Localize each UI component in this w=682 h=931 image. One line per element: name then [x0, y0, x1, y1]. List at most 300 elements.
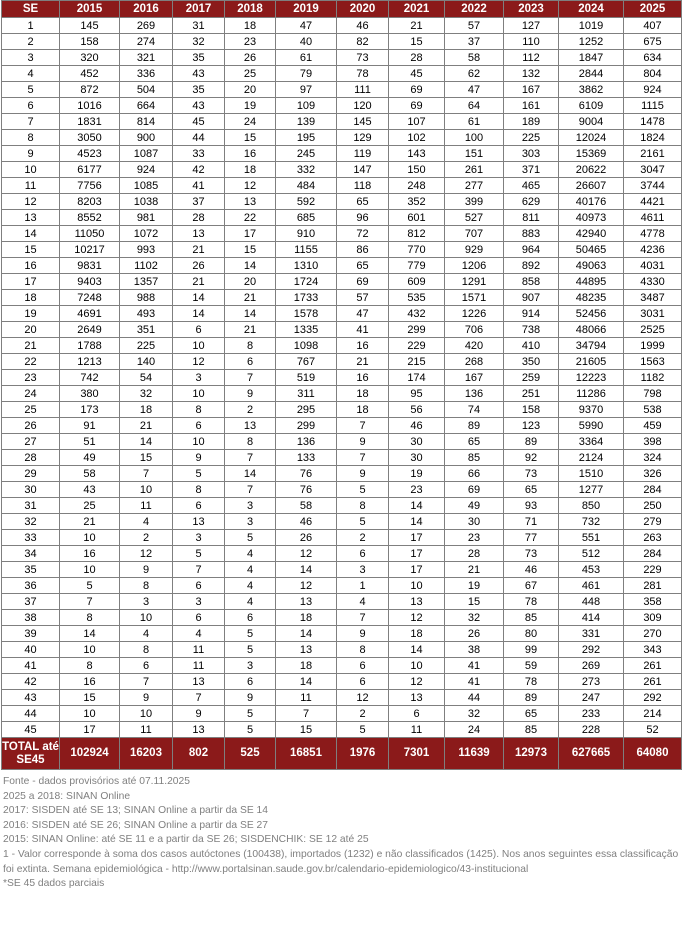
case-count-cell: 47 — [337, 306, 389, 322]
case-count-cell: 4 — [225, 562, 276, 578]
case-count-cell: 119 — [337, 146, 389, 162]
case-count-cell: 67 — [504, 578, 559, 594]
case-count-cell: 143 — [389, 146, 445, 162]
case-count-cell: 7 — [225, 370, 276, 386]
case-count-cell: 910 — [276, 226, 337, 242]
table-row — [2, 18, 682, 34]
case-count-cell: 18 — [225, 18, 276, 34]
footnote-line: 1 - Valor corresponde à soma dos casos autóctones (100438), importados (1232) e não classificados (1425). Nos anos seguintes essa classificação foi extinta. Semana epidemiológica - http://www.portalsinan.saude.gov.br/calendario-epidemiologico/43-institucional — [3, 848, 679, 875]
case-count-cell: 30 — [389, 450, 445, 466]
case-count-cell: 120 — [337, 98, 389, 114]
case-count-cell: 351 — [120, 322, 173, 338]
case-count-cell: 57 — [337, 290, 389, 306]
week-cell: 17 — [2, 274, 60, 290]
case-count-cell: 158 — [504, 402, 559, 418]
case-count-cell: 4 — [337, 594, 389, 610]
case-count-cell: 1016 — [60, 98, 120, 114]
case-count-cell: 9 — [225, 386, 276, 402]
case-count-cell: 40973 — [559, 210, 624, 226]
case-count-cell: 9403 — [60, 274, 120, 290]
case-count-cell: 12 — [120, 546, 173, 562]
case-count-cell: 16 — [60, 546, 120, 562]
week-cell: 38 — [2, 610, 60, 626]
table-footer — [2, 738, 682, 770]
case-count-cell: 380 — [60, 386, 120, 402]
case-count-cell: 21 — [173, 242, 225, 258]
case-count-cell: 13 — [173, 722, 225, 738]
case-count-cell: 35 — [173, 50, 225, 66]
case-count-cell: 17 — [389, 562, 445, 578]
case-count-cell: 277 — [445, 178, 504, 194]
case-count-cell: 51 — [60, 434, 120, 450]
case-count-cell: 96 — [337, 210, 389, 226]
case-count-cell: 4 — [225, 546, 276, 562]
case-count-cell: 1226 — [445, 306, 504, 322]
case-count-cell: 519 — [276, 370, 337, 386]
case-count-cell: 4 — [120, 626, 173, 642]
case-count-cell: 814 — [120, 114, 173, 130]
case-count-cell: 811 — [504, 210, 559, 226]
case-count-cell: 12 — [225, 178, 276, 194]
case-count-cell: 14 — [60, 626, 120, 642]
week-cell: 21 — [2, 338, 60, 354]
week-cell: 6 — [2, 98, 60, 114]
case-count-cell: 14 — [173, 306, 225, 322]
case-count-cell: 4523 — [60, 146, 120, 162]
table-row — [2, 386, 682, 402]
case-count-cell: 21 — [445, 562, 504, 578]
case-count-cell: 89 — [504, 690, 559, 706]
week-cell: 19 — [2, 306, 60, 322]
case-count-cell: 9 — [120, 690, 173, 706]
case-count-cell: 10 — [173, 386, 225, 402]
case-count-cell: 1155 — [276, 242, 337, 258]
case-count-cell: 26 — [276, 530, 337, 546]
case-count-cell: 1733 — [276, 290, 337, 306]
case-count-cell: 2844 — [559, 66, 624, 82]
header-cell-year: 2019 — [276, 1, 337, 18]
case-count-cell: 1310 — [276, 258, 337, 274]
case-count-cell: 3050 — [60, 130, 120, 146]
case-count-cell: 1478 — [624, 114, 682, 130]
case-count-cell: 448 — [559, 594, 624, 610]
case-count-cell: 151 — [445, 146, 504, 162]
table-row — [2, 434, 682, 450]
table-row — [2, 706, 682, 722]
case-count-cell: 9 — [337, 626, 389, 642]
table-row — [2, 242, 682, 258]
case-count-cell: 91 — [60, 418, 120, 434]
case-count-cell: 9004 — [559, 114, 624, 130]
case-count-cell: 89 — [504, 434, 559, 450]
case-count-cell: 21 — [60, 514, 120, 530]
week-cell: 30 — [2, 482, 60, 498]
table-row — [2, 418, 682, 434]
table-row — [2, 658, 682, 674]
case-count-cell: 26607 — [559, 178, 624, 194]
case-count-cell: 321 — [120, 50, 173, 66]
case-count-cell: 78 — [504, 674, 559, 690]
case-count-cell: 432 — [389, 306, 445, 322]
case-count-cell: 14 — [389, 642, 445, 658]
case-count-cell: 82 — [337, 34, 389, 50]
case-count-cell: 924 — [120, 162, 173, 178]
case-count-cell: 18 — [225, 162, 276, 178]
case-count-cell: 26 — [225, 50, 276, 66]
case-count-cell: 3031 — [624, 306, 682, 322]
case-count-cell: 7 — [173, 690, 225, 706]
case-count-cell: 100 — [445, 130, 504, 146]
table-row — [2, 498, 682, 514]
case-count-cell: 46 — [389, 418, 445, 434]
case-count-cell: 10 — [120, 610, 173, 626]
case-count-cell: 484 — [276, 178, 337, 194]
case-count-cell: 7248 — [60, 290, 120, 306]
table-row — [2, 530, 682, 546]
case-count-cell: 12 — [337, 690, 389, 706]
case-count-cell: 45 — [173, 114, 225, 130]
case-count-cell: 72 — [337, 226, 389, 242]
case-count-cell: 45 — [389, 66, 445, 82]
case-count-cell: 19 — [225, 98, 276, 114]
week-cell: 16 — [2, 258, 60, 274]
case-count-cell: 4330 — [624, 274, 682, 290]
case-count-cell: 420 — [445, 338, 504, 354]
table-row — [2, 130, 682, 146]
table-row — [2, 82, 682, 98]
case-count-cell: 14 — [225, 258, 276, 274]
case-count-cell: 707 — [445, 226, 504, 242]
case-count-cell: 30 — [389, 434, 445, 450]
case-count-cell: 11 — [389, 722, 445, 738]
case-count-cell: 161 — [504, 98, 559, 114]
case-count-cell: 41 — [173, 178, 225, 194]
case-count-cell: 250 — [624, 498, 682, 514]
week-cell: 26 — [2, 418, 60, 434]
case-count-cell: 292 — [624, 690, 682, 706]
case-count-cell: 47 — [276, 18, 337, 34]
case-count-cell: 251 — [504, 386, 559, 402]
case-count-cell: 8 — [173, 402, 225, 418]
case-count-cell: 20622 — [559, 162, 624, 178]
table-row — [2, 98, 682, 114]
case-count-cell: 38 — [445, 642, 504, 658]
case-count-cell: 1724 — [276, 274, 337, 290]
total-value-cell: 802 — [173, 738, 225, 770]
case-count-cell: 9831 — [60, 258, 120, 274]
case-count-cell: 73 — [504, 466, 559, 482]
week-cell: 24 — [2, 386, 60, 402]
case-count-cell: 3 — [173, 530, 225, 546]
header-cell-year: 2021 — [389, 1, 445, 18]
case-count-cell: 99 — [504, 642, 559, 658]
week-cell: 31 — [2, 498, 60, 514]
case-count-cell: 26 — [173, 258, 225, 274]
case-count-cell: 58 — [60, 466, 120, 482]
week-cell: 20 — [2, 322, 60, 338]
case-count-cell: 332 — [276, 162, 337, 178]
case-count-cell: 269 — [559, 658, 624, 674]
case-count-cell: 59 — [504, 658, 559, 674]
case-count-cell: 8 — [60, 658, 120, 674]
table-row — [2, 562, 682, 578]
case-count-cell: 18 — [276, 658, 337, 674]
case-count-cell: 13 — [173, 514, 225, 530]
case-count-cell: 34794 — [559, 338, 624, 354]
case-count-cell: 14 — [276, 562, 337, 578]
case-count-cell: 1102 — [120, 258, 173, 274]
table-row — [2, 610, 682, 626]
case-count-cell: 16 — [337, 338, 389, 354]
footnote-line: 2017: SISDEN até SE 13; SINAN Online a partir da SE 14 — [3, 805, 268, 817]
case-count-cell: 8 — [225, 434, 276, 450]
case-count-cell: 15 — [60, 690, 120, 706]
case-count-cell: 12 — [276, 578, 337, 594]
case-count-cell: 2649 — [60, 322, 120, 338]
case-count-cell: 1788 — [60, 338, 120, 354]
case-count-cell: 292 — [559, 642, 624, 658]
cases-by-week-table — [1, 0, 682, 770]
case-count-cell: 23 — [445, 530, 504, 546]
case-count-cell: 11 — [276, 690, 337, 706]
header-cell-year: 2025 — [624, 1, 682, 18]
case-count-cell: 914 — [504, 306, 559, 322]
case-count-cell: 248 — [389, 178, 445, 194]
case-count-cell: 66 — [445, 466, 504, 482]
total-row — [2, 738, 682, 770]
footnote-line: *SE 45 dados parciais — [3, 878, 105, 890]
case-count-cell: 8 — [120, 642, 173, 658]
case-count-cell: 69 — [445, 482, 504, 498]
header-cell-year: 2024 — [559, 1, 624, 18]
case-count-cell: 352 — [389, 194, 445, 210]
case-count-cell: 4691 — [60, 306, 120, 322]
case-count-cell: 1277 — [559, 482, 624, 498]
table-row — [2, 578, 682, 594]
case-count-cell: 42 — [173, 162, 225, 178]
case-count-cell: 779 — [389, 258, 445, 274]
case-count-cell: 988 — [120, 290, 173, 306]
table-row — [2, 674, 682, 690]
case-count-cell: 6 — [225, 354, 276, 370]
case-count-cell: 229 — [389, 338, 445, 354]
week-cell: 33 — [2, 530, 60, 546]
case-count-cell: 7 — [337, 610, 389, 626]
case-count-cell: 111 — [337, 82, 389, 98]
case-count-cell: 3 — [173, 370, 225, 386]
case-count-cell: 43 — [60, 482, 120, 498]
week-cell: 2 — [2, 34, 60, 50]
case-count-cell: 13 — [389, 594, 445, 610]
case-count-cell: 73 — [337, 50, 389, 66]
case-count-cell: 407 — [624, 18, 682, 34]
case-count-cell: 331 — [559, 626, 624, 642]
case-count-cell: 7 — [173, 562, 225, 578]
case-count-cell: 900 — [120, 130, 173, 146]
case-count-cell: 1824 — [624, 130, 682, 146]
case-count-cell: 46 — [504, 562, 559, 578]
case-count-cell: 5990 — [559, 418, 624, 434]
case-count-cell: 7 — [225, 482, 276, 498]
case-count-cell: 43 — [173, 98, 225, 114]
case-count-cell: 461 — [559, 578, 624, 594]
case-count-cell: 150 — [389, 162, 445, 178]
case-count-cell: 13 — [225, 418, 276, 434]
case-count-cell: 58 — [276, 498, 337, 514]
case-count-cell: 13 — [173, 226, 225, 242]
case-count-cell: 18 — [337, 402, 389, 418]
case-count-cell: 52456 — [559, 306, 624, 322]
case-count-cell: 52 — [624, 722, 682, 738]
case-count-cell: 812 — [389, 226, 445, 242]
case-count-cell: 47 — [445, 82, 504, 98]
case-count-cell: 24 — [225, 114, 276, 130]
table-row — [2, 226, 682, 242]
case-count-cell: 18 — [337, 386, 389, 402]
case-count-cell: 7 — [60, 594, 120, 610]
case-count-cell: 9 — [225, 690, 276, 706]
case-count-cell: 303 — [504, 146, 559, 162]
case-count-cell: 8 — [225, 338, 276, 354]
case-count-cell: 14 — [276, 674, 337, 690]
case-count-cell: 14 — [225, 466, 276, 482]
total-label-line2: SE45 — [16, 753, 45, 766]
case-count-cell: 770 — [389, 242, 445, 258]
case-count-cell: 21 — [173, 274, 225, 290]
case-count-cell: 6 — [120, 658, 173, 674]
case-count-cell: 37 — [173, 194, 225, 210]
case-count-cell: 85 — [504, 722, 559, 738]
case-count-cell: 44 — [445, 690, 504, 706]
case-count-cell: 8 — [60, 610, 120, 626]
case-count-cell: 270 — [624, 626, 682, 642]
case-count-cell: 1038 — [120, 194, 173, 210]
case-count-cell: 16 — [337, 370, 389, 386]
case-count-cell: 214 — [624, 706, 682, 722]
table-row — [2, 50, 682, 66]
case-count-cell: 69 — [389, 82, 445, 98]
case-count-cell: 263 — [624, 530, 682, 546]
case-count-cell: 8 — [120, 578, 173, 594]
case-count-cell: 11 — [120, 498, 173, 514]
table-row — [2, 114, 682, 130]
case-count-cell: 9 — [120, 562, 173, 578]
header-cell-year: 2018 — [225, 1, 276, 18]
case-count-cell: 8552 — [60, 210, 120, 226]
case-count-cell: 1335 — [276, 322, 337, 338]
case-count-cell: 21605 — [559, 354, 624, 370]
week-cell: 22 — [2, 354, 60, 370]
case-count-cell: 109 — [276, 98, 337, 114]
case-count-cell: 535 — [389, 290, 445, 306]
case-count-cell: 4236 — [624, 242, 682, 258]
case-count-cell: 1213 — [60, 354, 120, 370]
case-count-cell: 4 — [173, 626, 225, 642]
case-count-cell: 44895 — [559, 274, 624, 290]
case-count-cell: 4031 — [624, 258, 682, 274]
case-count-cell: 7 — [120, 674, 173, 690]
case-count-cell: 65 — [337, 258, 389, 274]
case-count-cell: 15369 — [559, 146, 624, 162]
case-count-cell: 225 — [504, 130, 559, 146]
case-count-cell: 399 — [445, 194, 504, 210]
table-row — [2, 626, 682, 642]
total-value-cell: 525 — [225, 738, 276, 770]
case-count-cell: 1098 — [276, 338, 337, 354]
case-count-cell: 110 — [504, 34, 559, 50]
case-count-cell: 12223 — [559, 370, 624, 386]
case-count-cell: 44 — [173, 130, 225, 146]
case-count-cell: 1019 — [559, 18, 624, 34]
case-count-cell: 174 — [389, 370, 445, 386]
case-count-cell: 767 — [276, 354, 337, 370]
case-count-cell: 8 — [173, 482, 225, 498]
case-count-cell: 398 — [624, 434, 682, 450]
case-count-cell: 65 — [504, 482, 559, 498]
case-count-cell: 11286 — [559, 386, 624, 402]
case-count-cell: 5 — [60, 578, 120, 594]
case-count-cell: 16 — [60, 674, 120, 690]
total-value-cell: 64080 — [624, 738, 682, 770]
case-count-cell: 1847 — [559, 50, 624, 66]
case-count-cell: 40 — [276, 34, 337, 50]
case-count-cell: 858 — [504, 274, 559, 290]
case-count-cell: 742 — [60, 370, 120, 386]
footnotes — [0, 775, 682, 892]
case-count-cell: 17 — [60, 722, 120, 738]
case-count-cell: 69 — [337, 274, 389, 290]
case-count-cell: 452 — [60, 66, 120, 82]
week-cell: 42 — [2, 674, 60, 690]
case-count-cell: 5 — [225, 626, 276, 642]
table-row — [2, 66, 682, 82]
total-value-cell: 11639 — [445, 738, 504, 770]
week-cell: 32 — [2, 514, 60, 530]
case-count-cell: 261 — [624, 658, 682, 674]
case-count-cell: 41 — [337, 322, 389, 338]
case-count-cell: 6 — [337, 658, 389, 674]
case-count-cell: 12 — [276, 546, 337, 562]
table-header — [2, 1, 682, 18]
total-label-line1: TOTAL até — [2, 740, 59, 753]
case-count-cell: 32 — [173, 34, 225, 50]
case-count-cell: 13 — [225, 194, 276, 210]
case-count-cell: 1252 — [559, 34, 624, 50]
case-count-cell: 32 — [445, 706, 504, 722]
case-count-cell: 924 — [624, 82, 682, 98]
case-count-cell: 1831 — [60, 114, 120, 130]
case-count-cell: 738 — [504, 322, 559, 338]
case-count-cell: 732 — [559, 514, 624, 530]
case-count-cell: 62 — [445, 66, 504, 82]
week-cell: 10 — [2, 162, 60, 178]
case-count-cell: 64 — [445, 98, 504, 114]
total-value-cell: 16203 — [120, 738, 173, 770]
case-count-cell: 145 — [60, 18, 120, 34]
case-count-cell: 173 — [60, 402, 120, 418]
case-count-cell: 10 — [60, 562, 120, 578]
header-cell-year: 2023 — [504, 1, 559, 18]
case-count-cell: 6 — [337, 546, 389, 562]
week-cell: 44 — [2, 706, 60, 722]
table-row — [2, 146, 682, 162]
case-count-cell: 5 — [173, 546, 225, 562]
case-count-cell: 358 — [624, 594, 682, 610]
week-cell: 40 — [2, 642, 60, 658]
case-count-cell: 233 — [559, 706, 624, 722]
case-count-cell: 629 — [504, 194, 559, 210]
week-cell: 34 — [2, 546, 60, 562]
